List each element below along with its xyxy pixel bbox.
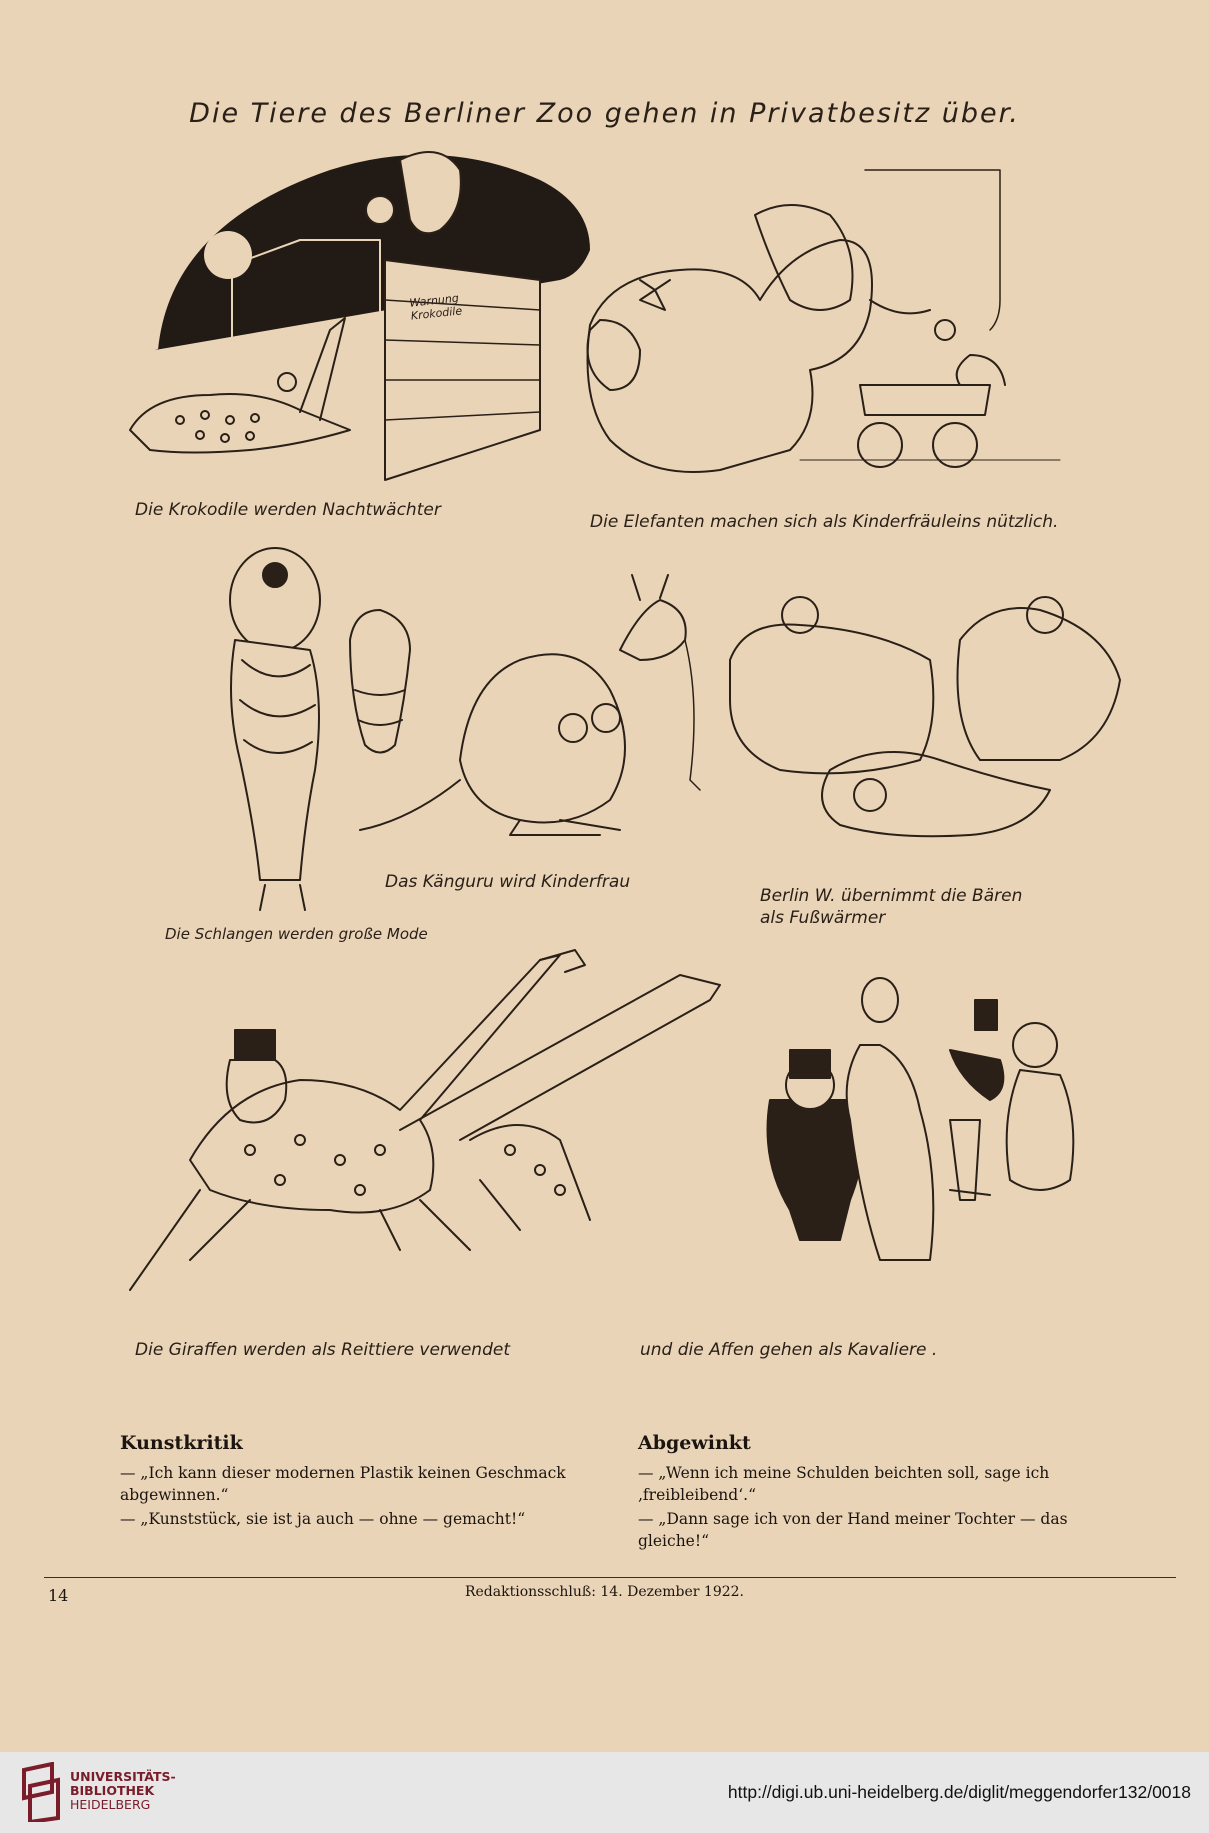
joke-line: — „Dann sage ich von der Hand meiner Tochter — das gleiche!“	[638, 1510, 1068, 1550]
library-name	[70, 1770, 176, 1812]
page-title: Die Tiere des Berliner Zoo gehen in Privatbesitz über.	[189, 98, 1020, 129]
joke-line: — „Kunststück, sie ist ja auch — ohne — gemacht!“	[120, 1510, 526, 1528]
page-number: 14	[48, 1586, 69, 1605]
joke-heading: Abgewinkt	[638, 1432, 751, 1454]
bears-cartoon	[730, 597, 1120, 836]
caption-monkeys: und die Affen gehen als Kavaliere .	[640, 1340, 938, 1360]
giraffes-cartoon	[130, 950, 720, 1290]
snakes-cartoon	[230, 548, 410, 910]
crocodile-cartoon	[130, 152, 590, 480]
caption-crocodiles: Die Krokodile werden Nachtwächter	[135, 500, 441, 520]
elephant-cartoon	[588, 170, 1061, 472]
joke-abgewinkt	[638, 1432, 1118, 1554]
caption-snakes: Die Schlangen werden große Mode	[165, 925, 428, 943]
joke-kunstkritik	[120, 1432, 625, 1532]
footer-rule	[44, 1577, 1176, 1578]
caption-elephants: Die Elefanten machen sich als Kinderfräuleins nützlich.	[590, 512, 1059, 532]
university-logo-icon	[20, 1762, 62, 1822]
source-url-link[interactable]: http://digi.ub.uni-heidelberg.de/diglit/meggendorfer132/0018	[727, 1782, 1191, 1802]
caption-kangaroo: Das Känguru wird Kinderfrau	[385, 872, 631, 892]
joke-heading: Kunstkritik	[120, 1432, 243, 1454]
monkeys-cartoon	[768, 978, 1074, 1260]
joke-line: — „Ich kann dieser modernen Plastik keinen Geschmack abgewinnen.“	[120, 1464, 566, 1504]
library-line1: UNIVERSITÄTS-	[70, 1769, 176, 1784]
library-line3: HEIDELBERG	[70, 1797, 151, 1812]
kangaroo-cartoon	[360, 575, 700, 835]
sign-label: Warnung Krokodile	[408, 291, 463, 323]
joke-line: — „Wenn ich meine Schulden beichten soll, sage ich ‚freibleibend‘.“	[638, 1464, 1050, 1504]
editorial-deadline: Redaktionsschluß: 14. Dezember 1922.	[464, 1584, 745, 1600]
caption-bears-line1: Berlin W. übernimmt die Bären	[760, 886, 1023, 906]
library-line2: BIBLIOTHEK	[70, 1783, 155, 1798]
caption-giraffes: Die Giraffen werden als Reittiere verwendet	[135, 1340, 510, 1360]
caption-bears-line2: als Fußwärmer	[760, 908, 886, 928]
